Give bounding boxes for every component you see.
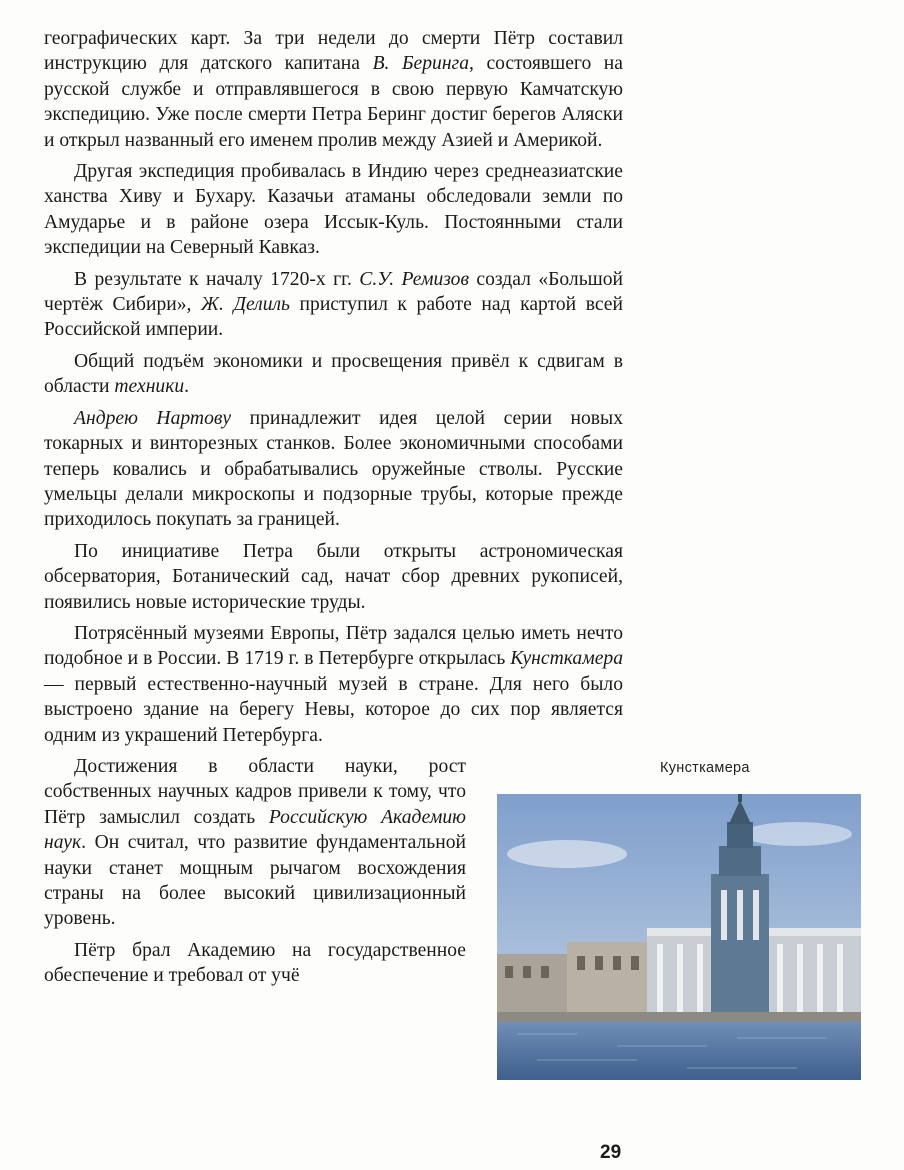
paragraph-academy: Достижения в области науки, рост собственных научных кадров привели к тому, что Пётр замыслил создать Российскую Академию наук. Он считал, что развитие фундаментальной науки станет мощным рычагом восхождения страны на более высокий цивилизационный уровень. bbox=[44, 755, 466, 930]
paragraph-maps: В результате к началу 1720-х гг. С.У. Ремизов создал «Большой чертёж Сибири», Ж. Делиль приступил к работе над картой всей Российской империи. bbox=[44, 268, 624, 341]
figure-caption: Кунсткамера bbox=[660, 760, 750, 776]
paragraph-technics: Общий подъём экономики и просвещения привёл к сдвигам в области техники. bbox=[44, 350, 623, 398]
paragraph-kunstkamera: Потрясённый музеями Европы, Пётр задался целью иметь нечто подобное и в России. В 1719 г. в Петербурге открылась Кунсткамера — первый естественно-научный музей в стране. Для него было выстроено здание на берегу Невы, которое до сих пор является одним из украшений Петербурга. bbox=[44, 622, 623, 746]
paragraph-nartov: Андрею Нартову принадлежит идея целой серии новых токарных и винторезных станков. Более экономичными способами теперь ковались и обрабатывались оружейные стволы. Русские умельцы делали микроскопы и подзорные трубы, которые прежде приходилось покупать за границей. bbox=[44, 407, 623, 531]
page-number: 29 bbox=[600, 1142, 622, 1163]
kunstkamera-photo bbox=[497, 794, 861, 1080]
paragraph-bering: географических карт. За три недели до смерти Пётр составил инструкцию для датского капитана В. Беринга, состоявшего на русской службе и отправлявшегося в свою первую Камчатскую экспедицию. Уже после смерти Петра Беринг достиг берегов Аляски и открыл названный его именем пролив между Азией и Америкой. bbox=[44, 28, 623, 151]
paragraph-academy-funding: Пётр брал Академию на государственное обеспечение и требовал от учё bbox=[44, 939, 466, 987]
paragraph-observatory: По инициативе Петра были открыты астрономическая обсерватория, Ботанический сад, начат сбор древних рукописей, появились новые исторические труды. bbox=[44, 540, 623, 613]
paragraph-india-expedition: Другая экспедиция пробивалась в Индию через среднеазиатские ханства Хиву и Бухару. Казачьи атаманы обследовали земли по Амударье и в районе озера Иссык-Куль. Постоянными стали экспедиции на Северный Кавказ. bbox=[44, 161, 623, 259]
